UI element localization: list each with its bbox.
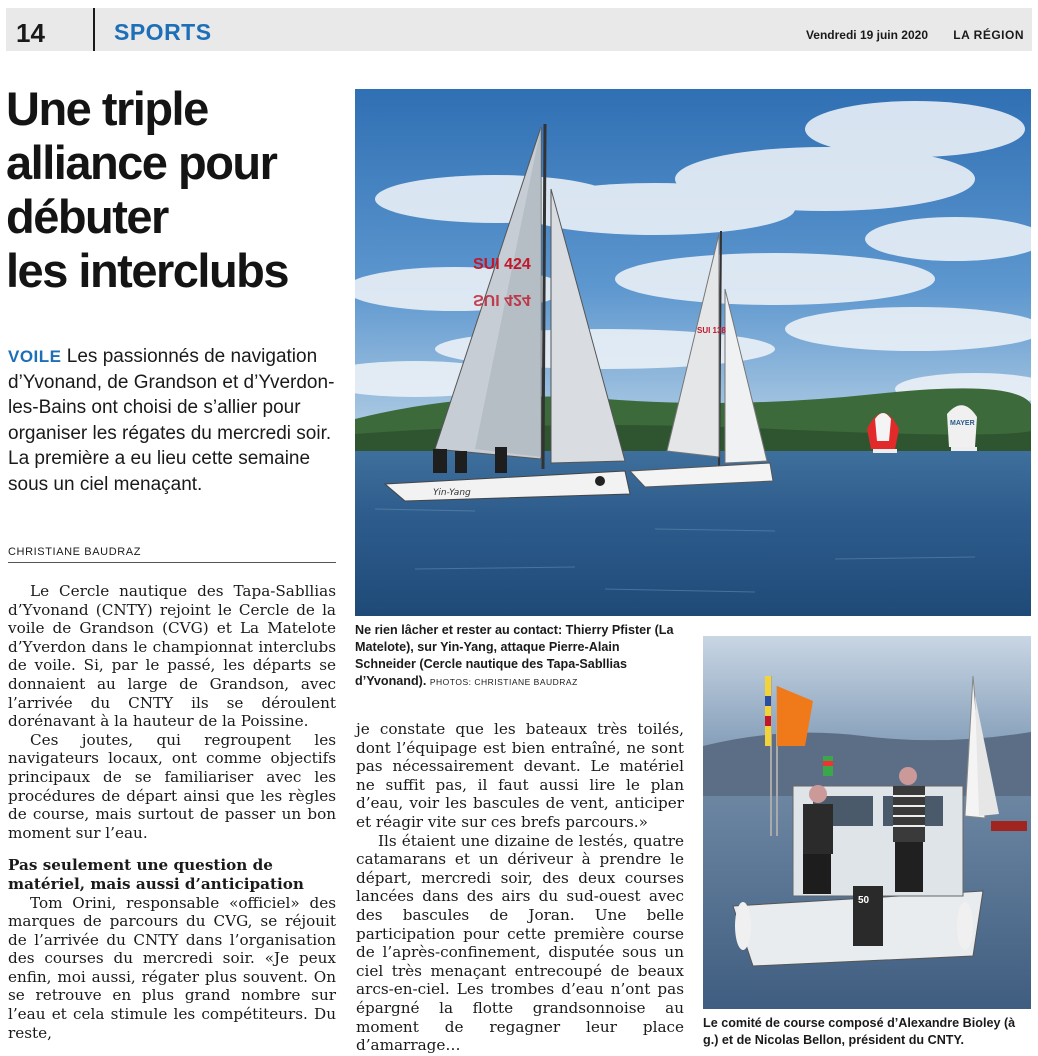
body-column-1	[8, 582, 336, 1042]
lead-tag: VOILE	[8, 347, 62, 366]
main-photo-sailboats	[355, 89, 1031, 616]
spinnaker-brand: MAYER	[950, 420, 975, 427]
page-number: 14	[16, 18, 45, 48]
sail-number: SUI 424	[473, 256, 531, 273]
paragraph: Ces joutes, qui regroupent les navigateurs locaux, ont comme objectifs principaux de se familiariser avec les procédures de départ ainsi que les règles de course, mais surtout de passer un bon moment sur l’eau.	[8, 730, 336, 842]
paragraph: Tom Orini, responsable «officiel» des marques de parcours du CVG, se réjouit de l’arrivée du CNTY dans l’organisation des courses du mercredi soir. «Je peux enfin, moi aussi, régater plus souvent. On se retrouve en plus grand nombre sur l’eau et cela stimule les compétiteurs. Du reste,	[8, 893, 336, 1042]
header-divider	[93, 8, 95, 51]
motor-label: 50	[858, 895, 870, 906]
paragraph: je constate que les bateaux très toilés, dont l’équipage est bien entraîné, ne sont pas nécessairement devant. Le matériel ne suffit pas, il faut aussi lire le plan d’eau, voir les bascules de vent, anticiper et réagir vite sur ces brefs parcours.»	[356, 720, 684, 831]
page-header	[6, 8, 1032, 51]
section-name: SPORTS	[114, 19, 212, 45]
article-headline: Une triple alliance pour débuter les interclubs	[6, 82, 288, 297]
paragraph: Le Cercle nautique des Tapa-Sabllias d’Yvonand (CNTY) rejoint le Cercle de la voile de Grandson (CVG) et La Matelote d’Yverdon dans le championnat interclubs de voile. Si, par le passé, les départs se donnaient au large de Grandson, avec l’arrivée du CNTY ils se déroulent dorénavant à la hauteur de la Poissine.	[8, 582, 336, 731]
paragraph: Ils étaient une dizaine de lestés, quatre catamarans et un dériveur à prendre le départ, mercredi soir, des deux courses lancées dans des airs du sud-ouest avec des bascules de Joran. Une belle participation pour cette première course de l’après-confinement, disputée sous un ciel très menaçant entrecoupé de beaux arcs-en-ciel. Les trombes d’eau n’ont pas épargné la flotte grandsonnoise au moment de regagner leur place d’amarrage…	[356, 831, 684, 1055]
side-photo-committee-boat	[703, 636, 1031, 1009]
body-column-2	[356, 720, 684, 1055]
photo-credit: PHOTOS: CHRISTIANE BAUDRAZ	[429, 677, 578, 687]
hull-name: Yin-Yang	[433, 488, 471, 498]
sailboats-illustration	[355, 89, 1031, 616]
main-photo-caption	[355, 622, 675, 691]
issue-date: Vendredi 19 juin 2020	[805, 28, 928, 42]
sail-number-mirrored: SUI 424	[473, 291, 531, 308]
side-photo-caption: Le comité de course composé d’Alexandre Bioley (à g.) et de Nicolas Bellon, président du CNTY.	[703, 1016, 1016, 1047]
byline: CHRISTIANE BAUDRAZ	[8, 546, 336, 563]
committee-boat-illustration	[703, 636, 1031, 1009]
article-lead	[8, 344, 338, 497]
lead-text: Les passionnés de navigation d’Yvonand, de Grandson et d’Yverdon-les-Bains ont choisi de s’allier pour organiser les régates du mercredi soir. La première a eu lieu cette semaine sous un ciel menaçant.	[8, 346, 335, 495]
newspaper-name: LA RÉGION	[953, 28, 1024, 42]
main-caption-text: Ne rien lâcher et rester au contact: Thierry Pfister (La Matelote), sur Yin-Yang, attaque Pierre-Alain Schneider (Cercle nautique des Tapa-Sabllias d’Yvonand).	[355, 623, 674, 688]
subheading: Pas seulement une question de matériel, mais aussi d’anticipation	[8, 856, 304, 893]
sail-number-2: SUI 138	[697, 326, 726, 335]
